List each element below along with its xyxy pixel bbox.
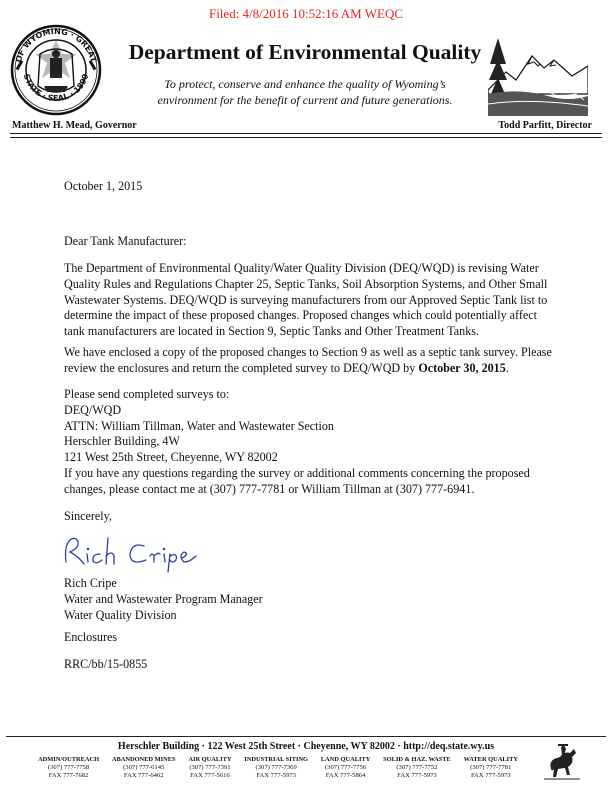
- paragraph-2-end: .: [505, 360, 509, 375]
- header-divider: [10, 137, 602, 138]
- letter-date: October 1, 2015: [64, 179, 143, 193]
- division-contacts: [38, 756, 518, 780]
- address-line: ATTN: William Tillman, Water and Wastewater Section: [64, 418, 334, 433]
- division-name: WATER QUALITY: [463, 756, 518, 763]
- svg-text:OF WYOMING · GREAT: OF WYOMING · GREAT: [13, 26, 99, 64]
- division-phone: (307) 777-7391: [189, 764, 231, 771]
- division-phone: (307) 777-7781: [470, 764, 512, 771]
- division-name: INDUSTRIAL SITING: [244, 756, 309, 763]
- mailing-instructions: [64, 387, 552, 466]
- letter-closing: Sincerely,: [64, 509, 112, 523]
- division-phone: (307) 777-7758: [47, 764, 90, 771]
- bucking-horse-logo-icon: [542, 741, 582, 781]
- handwritten-signature: [60, 532, 220, 576]
- division-fax: FAX 777-5864: [325, 772, 366, 779]
- svg-text:STATE · SEAL · 1890: STATE · SEAL · 1890: [21, 72, 91, 103]
- signer-block: [64, 576, 552, 623]
- division-fax: FAX 777-5973: [256, 772, 296, 779]
- division-phone: (307) 777-6145: [123, 764, 165, 771]
- division-fax: FAX 777-5616: [190, 772, 230, 779]
- header-divider: [10, 133, 602, 134]
- signer-division: Water Quality Division: [64, 607, 177, 622]
- division-name: ABANDONED MINES: [111, 756, 176, 763]
- address-line: 121 West 25th Street, Cheyenne, WY 82002: [64, 450, 278, 465]
- letter-paragraph-3: If you have any questions regarding the survey or additional comments concerning the proposed changes, please contact me at (307) 777-7781 or William Tillman at (307) 777-6941.: [64, 466, 530, 496]
- division-fax: FAX 777-6462: [123, 772, 164, 779]
- letter-paragraph-2: [64, 345, 552, 377]
- division-name: SOLID & HAZ. WASTE: [383, 756, 451, 763]
- mountain-landscape-icon: [488, 34, 588, 116]
- division-contact: [321, 756, 371, 780]
- division-name: AIR QUALITY: [188, 756, 232, 763]
- division-contact: [112, 756, 176, 780]
- director-name: Todd Parfitt, Director: [498, 120, 592, 131]
- division-phone: (307) 777-7369: [255, 764, 297, 771]
- paragraph-2-text: We have enclosed a copy of the proposed changes to Section 9 as well as a septic tank survey. Please review the enclosures and return the completed survey to DEQ/WQD by: [64, 345, 552, 375]
- division-fax: FAX 777-5973: [470, 772, 511, 779]
- letter-paragraph-1: The Department of Environmental Quality/Water Quality Division (DEQ/WQD) is revising Water Quality Rules and Regulations Chapter 25, Septic Tanks, Soil Absorption Systems, and Other Small Wastewater Systems. DEQ/WQD is surveying manufacturers from our Approved Septic Tank list to determine the impact of these proposed changes. Proposed changes which could potentially affect tank manufacturers are located in Section 9, Septic Tanks and Other Treatment Tanks.: [64, 261, 548, 339]
- signer-name: Rich Cripe: [64, 576, 117, 590]
- department-motto: [110, 76, 500, 108]
- division-fax: FAX 777-7682: [48, 772, 89, 779]
- division-fax: FAX 777-5973: [397, 772, 437, 779]
- governor-name: Matthew H. Mead, Governor: [12, 120, 137, 131]
- division-contact: [38, 756, 99, 780]
- motto-line-2: environment for the benefit of current and future generations.: [157, 93, 453, 107]
- filing-stamp: Filed: 4/8/2016 10:52:16 AM WEQC: [208, 6, 404, 21]
- letter-salutation: Dear Tank Manufacturer:: [64, 234, 187, 248]
- division-contact: [244, 756, 308, 780]
- division-contact: [188, 756, 231, 780]
- footer-divider: [6, 736, 606, 737]
- address-line: Herschler Building, 4W: [64, 434, 180, 449]
- division-name: ADMIN/OUTREACH: [38, 756, 100, 763]
- address-line: DEQ/WQD: [64, 402, 122, 417]
- enclosures-note: Enclosures: [64, 630, 118, 644]
- signer-title: Water and Wastewater Program Manager: [64, 591, 263, 606]
- department-title: Department of Environmental Quality: [128, 40, 482, 64]
- division-contact: [383, 756, 451, 780]
- survey-deadline: October 30, 2015: [418, 360, 506, 375]
- division-phone: (307) 777-7752: [396, 764, 438, 771]
- reference-initials: RRC/bb/15-0855: [64, 657, 148, 671]
- motto-line-1: To protect, conserve and enhance the quality of Wyoming’s: [164, 77, 446, 91]
- division-contact: [464, 756, 518, 780]
- send-intro: Please send completed surveys to:: [64, 387, 230, 401]
- footer-address: Herschler Building · 122 West 25th Street · Cheyenne, WY 82002 · http://deq.state.wy.us: [117, 741, 495, 752]
- division-phone: (307) 777-7756: [324, 764, 367, 771]
- wyoming-state-seal: [10, 24, 102, 116]
- division-name: LAND QUALITY: [320, 756, 371, 763]
